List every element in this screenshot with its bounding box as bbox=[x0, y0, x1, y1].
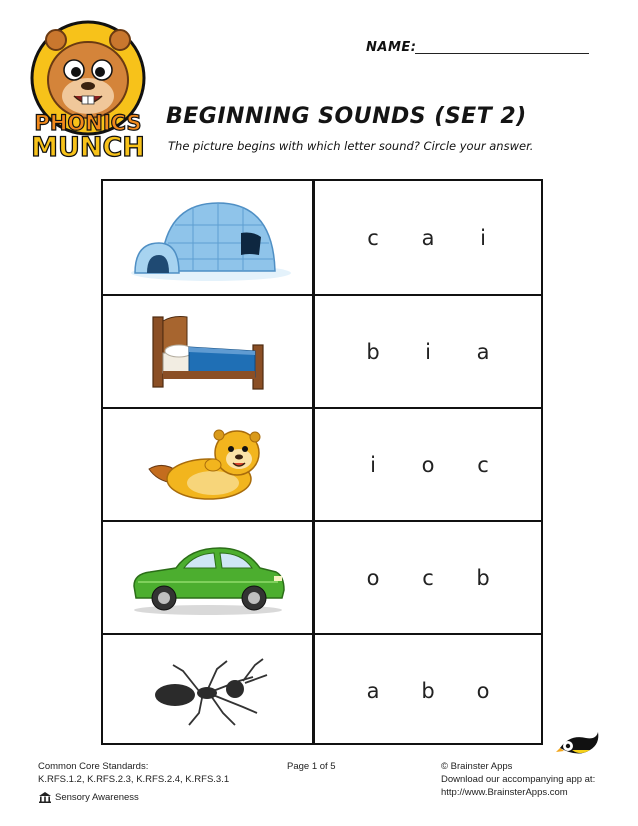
building-icon bbox=[38, 792, 52, 803]
otter-icon bbox=[143, 425, 273, 505]
letter-choice[interactable]: c bbox=[422, 565, 434, 590]
question-row bbox=[103, 181, 541, 294]
phonics-munch-logo bbox=[24, 20, 152, 160]
publisher-info bbox=[441, 760, 595, 799]
logo-text-bottom: MUNCH bbox=[31, 132, 145, 160]
letter-choice[interactable]: b bbox=[421, 678, 435, 703]
car-icon bbox=[128, 538, 288, 618]
logo-text-top: PHONICS bbox=[34, 111, 142, 135]
letter-choice[interactable]: a bbox=[476, 339, 490, 364]
standards-info bbox=[38, 760, 229, 804]
bird-mascot-icon bbox=[556, 726, 600, 760]
letter-choice[interactable]: b bbox=[476, 565, 490, 590]
name-label: NAME: bbox=[366, 40, 417, 55]
letter-choice[interactable]: a bbox=[421, 225, 435, 250]
igloo-icon bbox=[123, 193, 293, 283]
column-divider bbox=[312, 181, 315, 743]
letter-choice[interactable]: a bbox=[366, 678, 380, 703]
website-link[interactable]: http://www.BrainsterApps.com bbox=[441, 787, 568, 798]
page-number: Page 1 of 5 bbox=[287, 761, 336, 772]
standards-label: Common Core Standards: bbox=[38, 761, 149, 772]
picture-cell bbox=[103, 522, 312, 633]
letter-choice[interactable]: o bbox=[421, 452, 435, 477]
question-row bbox=[103, 633, 541, 746]
letter-choice[interactable]: c bbox=[367, 225, 379, 250]
question-row bbox=[103, 407, 541, 520]
picture-cell bbox=[103, 296, 312, 407]
letter-choice[interactable]: i bbox=[425, 339, 431, 364]
standards-list: K.RFS.1.2, K.RFS.2.3, K.RFS.2.4, K.RFS.3.1 bbox=[38, 774, 230, 785]
letter-choice[interactable]: i bbox=[370, 452, 376, 477]
ant-icon bbox=[143, 651, 273, 731]
letter-choices bbox=[315, 635, 541, 746]
picture-cell bbox=[103, 635, 312, 746]
letter-choices bbox=[315, 296, 541, 407]
letter-choice[interactable]: i bbox=[480, 225, 486, 250]
letter-choices bbox=[315, 181, 541, 294]
sensory-label: Sensory Awareness bbox=[55, 792, 139, 803]
picture-cell bbox=[103, 181, 312, 294]
answer-grid bbox=[101, 179, 543, 745]
download-text: Download our accompanying app at: bbox=[441, 774, 596, 785]
name-write-line[interactable] bbox=[415, 53, 589, 54]
worksheet-title: BEGINNING SOUNDS (SET 2) bbox=[166, 104, 527, 129]
picture-cell bbox=[103, 409, 312, 520]
bed-icon bbox=[143, 307, 273, 397]
letter-choice[interactable]: b bbox=[366, 339, 380, 364]
copyright: © Brainster Apps bbox=[441, 761, 513, 772]
letter-choices bbox=[315, 522, 541, 633]
question-row bbox=[103, 520, 541, 633]
worksheet-instructions: The picture begins with which letter sound? Circle your answer. bbox=[168, 139, 534, 153]
letter-choice[interactable]: o bbox=[366, 565, 380, 590]
sensory-awareness bbox=[38, 791, 229, 804]
question-row bbox=[103, 294, 541, 407]
letter-choice[interactable]: c bbox=[477, 452, 489, 477]
letter-choices bbox=[315, 409, 541, 520]
letter-choice[interactable]: o bbox=[476, 678, 490, 703]
